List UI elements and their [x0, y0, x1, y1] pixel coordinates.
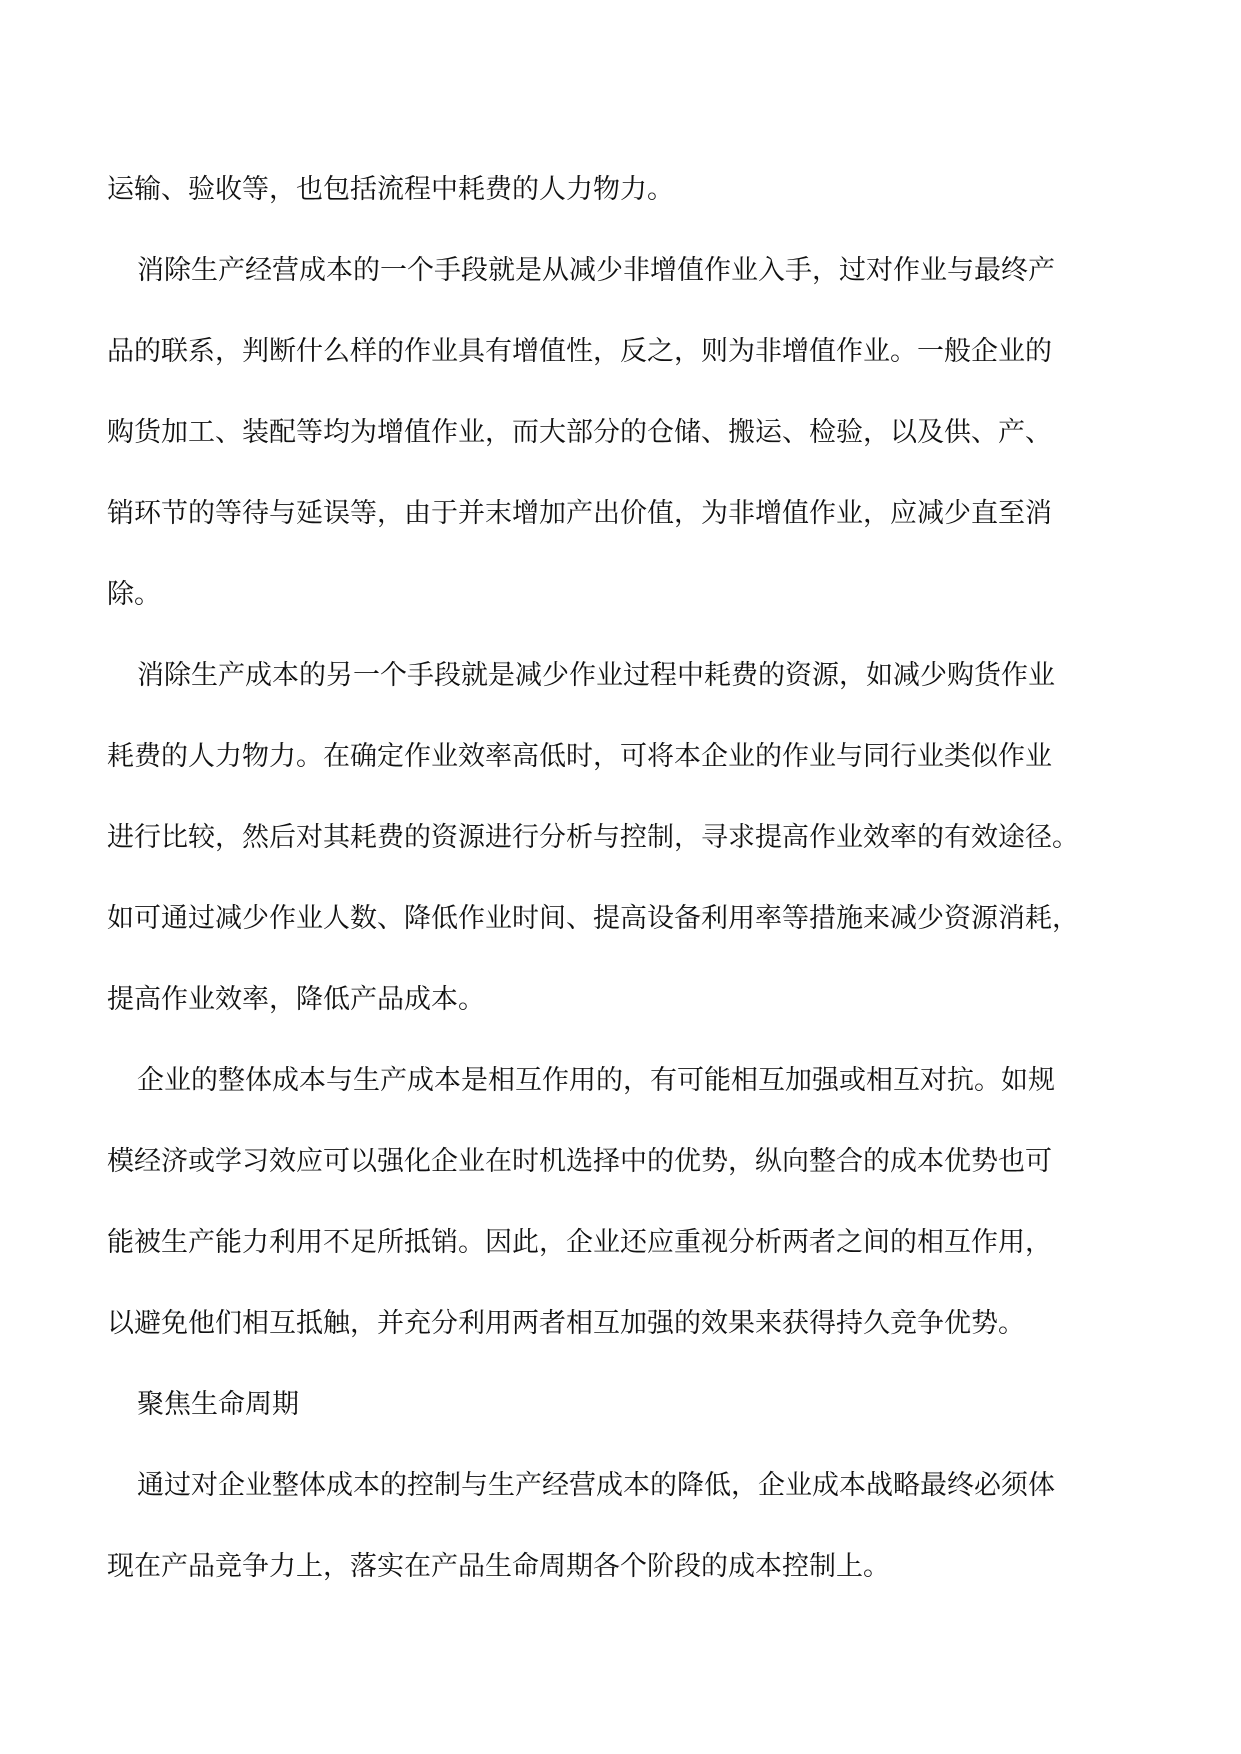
- paragraph-line: 品的联系，判断什么样的作业具有增值性，反之，则为非增值作业。一般企业的: [107, 336, 1052, 367]
- paragraph-line: 如可通过减少作业人数、降低作业时间、提高设备利用率等措施来减少资源消耗，: [107, 903, 1079, 934]
- paragraph-line: 消除生产成本的另一个手段就是减少作业过程中耗费的资源，如减少购货作业: [137, 660, 1055, 691]
- paragraph-line: 消除生产经营成本的一个手段就是从减少非增值作业入手，过对作业与最终产: [137, 255, 1055, 286]
- paragraph-line: 能被生产能力利用不足所抵销。因此，企业还应重视分析两者之间的相互作用，: [107, 1227, 1052, 1258]
- paragraph-continuation-line: 运输、验收等，也包括流程中耗费的人力物力。: [107, 174, 674, 205]
- paragraph-line: 销环节的等待与延误等，由于并末增加产出价值，为非增值作业，应减少直至消: [107, 498, 1052, 529]
- paragraph-line: 通过对企业整体成本的控制与生产经营成本的降低，企业成本战略最终必须体: [137, 1470, 1055, 1501]
- paragraph-line: 企业的整体成本与生产成本是相互作用的，有可能相互加强或相互对抗。如规: [137, 1065, 1055, 1096]
- paragraph-line: 除。: [107, 579, 161, 610]
- paragraph-line: 现在产品竞争力上，落实在产品生命周期各个阶段的成本控制上。: [107, 1551, 890, 1582]
- section-heading: 聚焦生命周期: [137, 1389, 299, 1420]
- paragraph-line: 以避免他们相互抵触，并充分利用两者相互加强的效果来获得持久竞争优势。: [107, 1308, 1025, 1339]
- paragraph-line: 进行比较，然后对其耗费的资源进行分析与控制，寻求提高作业效率的有效途径。: [107, 822, 1079, 853]
- paragraph-line: 模经济或学习效应可以强化企业在时机选择中的优势，纵向整合的成本优势也可: [107, 1146, 1052, 1177]
- paragraph-line: 提高作业效率，降低产品成本。: [107, 984, 485, 1015]
- paragraph-line: 耗费的人力物力。在确定作业效率高低时，可将本企业的作业与同行业类似作业: [107, 741, 1052, 772]
- paragraph-line: 购货加工、装配等均为增值作业，而大部分的仓储、搬运、检验，以及供、产、: [107, 417, 1052, 448]
- document-body: [107, 149, 1143, 1607]
